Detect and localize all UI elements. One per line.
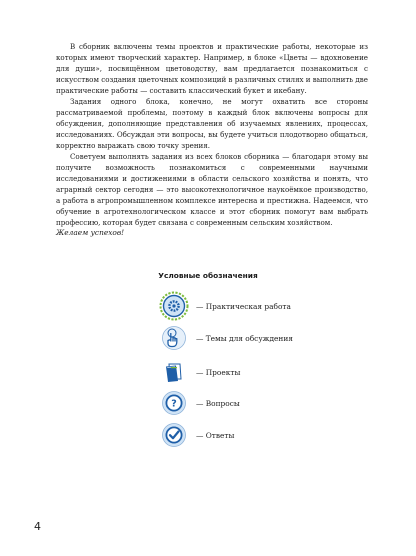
closing-wish: Желаем успехов! <box>56 228 125 237</box>
pointing-hand-icon <box>159 323 189 353</box>
checkmark-icon <box>159 420 189 450</box>
legend-label-practical: — Практическая работа <box>196 301 291 311</box>
legend-label-answers: — Ответы <box>196 430 235 440</box>
legend-label-discussion: — Темы для обсуждения <box>196 333 293 343</box>
legend-label-projects: — Проекты <box>196 367 241 377</box>
paragraph-1: В сборник включены темы проектов и практические работы, некоторые из которых имеют творческий характер. Например, в блоке «Цветы — вдохновение для души», посвящённом цветоводству, вам предлагается познакомиться с искусством создания цветочных композиций в различных стилях и выполнить две практические работы — составить классический букет и икебану. <box>56 42 368 95</box>
paragraph-2: Задания одного блока, конечно, не могут охватить все стороны рассматриваемой проблемы, поэтому в каждый блок включены вопросы для обсуждения, дополняющие представления об изучаемых явлениях, процессах, исследованиях. Обсуждая эти вопросы, вы будете учиться плодотворно общаться, корректно выражать свою точку зрения. <box>56 97 368 150</box>
legend-item-answers <box>159 420 234 450</box>
folder-icon <box>159 357 189 387</box>
page-number: 4 <box>34 520 41 533</box>
legend-item-projects <box>159 357 240 387</box>
question-icon <box>159 388 189 418</box>
legend-label-questions: — Вопросы <box>196 398 240 408</box>
legend-item-practical <box>159 291 291 321</box>
gear-icon <box>159 291 189 321</box>
legend-item-discussion <box>159 323 293 353</box>
legend-title: Условные обозначения <box>158 271 258 280</box>
legend-item-questions <box>159 388 240 418</box>
svg-text:?: ? <box>171 398 177 410</box>
paragraph-3: Советуем выполнять задания из всех блоков сборника — благодаря этому вы получите возможность познакомиться с современными научными исследованиями и достижениями в области сельского хозяйства и понять, что аграрный сектор сегодня — это высокотехнологичное наукоёмкое производство, а работа в агропромышленном комплексе интересна и престижна. Надеемся, что обучение в агротехнологическом классе и этот сборник помогут вам выбрать профессию, которая будет связана с современным сельским хозяйством. <box>56 152 368 227</box>
body-text <box>56 41 368 228</box>
